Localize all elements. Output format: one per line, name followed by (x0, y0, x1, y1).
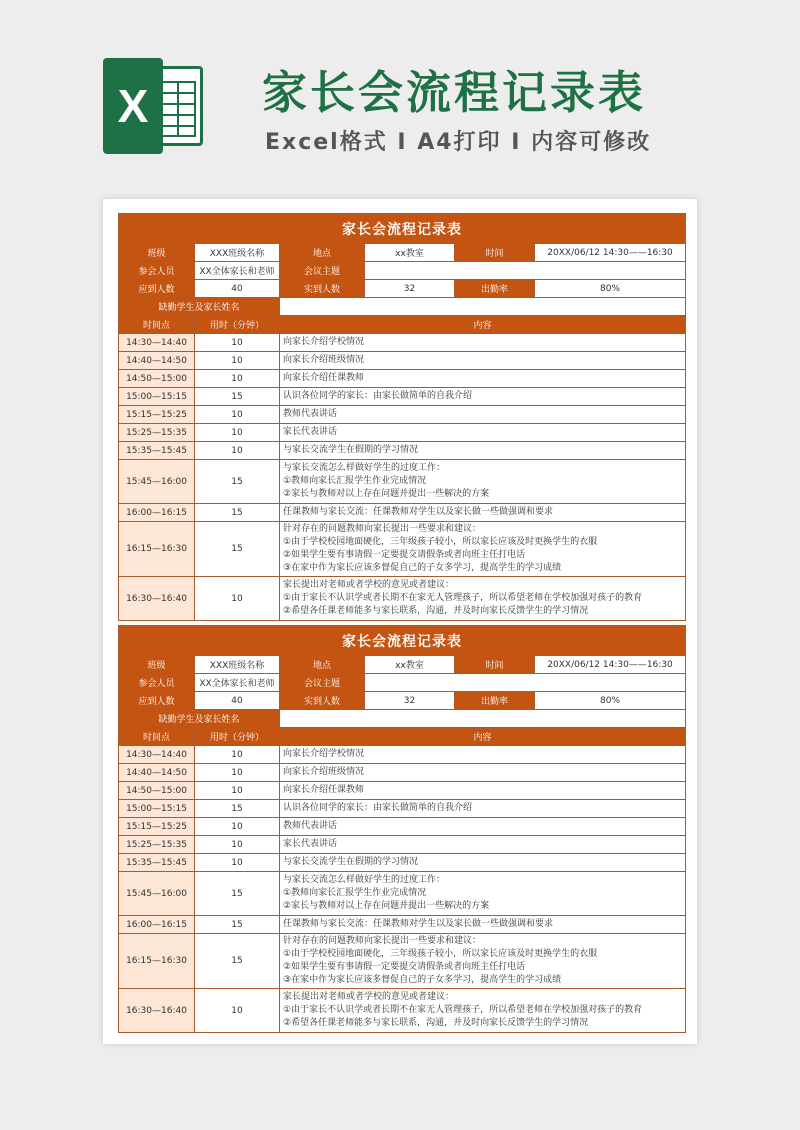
row-content[interactable] (280, 818, 686, 836)
content-line: 向家长介绍学校情况 (283, 749, 365, 759)
rate-label: 出勤率 (455, 280, 535, 298)
row-content[interactable] (280, 800, 686, 818)
row-time[interactable]: 16:30—16:40 (119, 989, 195, 1033)
row-duration[interactable]: 10 (195, 406, 280, 424)
content-line: 教师代表讲话 (283, 821, 338, 831)
class-label: 班级 (119, 656, 195, 674)
row-time[interactable]: 14:30—14:40 (119, 334, 195, 352)
content-line: ①由于家长不认识学或者长期不在家无人管理孩子，所以希望老师在学校加强对孩子的教育 (283, 593, 643, 603)
row-content[interactable] (280, 334, 686, 352)
row-duration[interactable]: 10 (195, 746, 280, 764)
place-label: 地点 (280, 244, 365, 262)
attendees-label: 参会人员 (119, 262, 195, 280)
row-time[interactable]: 15:45—16:00 (119, 460, 195, 504)
attendees-label: 参会人员 (119, 674, 195, 692)
class-label: 班级 (119, 244, 195, 262)
row-duration[interactable]: 15 (195, 460, 280, 504)
table-row (119, 872, 686, 916)
row-time[interactable]: 16:00—16:15 (119, 504, 195, 522)
row-content[interactable] (280, 916, 686, 934)
content-line: 向家长介绍班级情况 (283, 355, 365, 365)
row-content[interactable] (280, 782, 686, 800)
row-content[interactable] (280, 388, 686, 406)
time-label: 时间 (455, 656, 535, 674)
content-line: 针对存在的问题教师向家长提出一些要求和建议： (283, 524, 482, 534)
content-line: 向家长介绍学校情况 (283, 337, 365, 347)
row-duration[interactable]: 15 (195, 934, 280, 989)
table-row (119, 854, 686, 872)
row-duration[interactable]: 15 (195, 872, 280, 916)
absent-value[interactable] (280, 710, 686, 728)
row-duration[interactable]: 10 (195, 442, 280, 460)
row-time[interactable]: 14:40—14:50 (119, 764, 195, 782)
row-duration[interactable]: 10 (195, 352, 280, 370)
absent-label: 缺勤学生及家长姓名 (119, 710, 280, 728)
content-line: 认识各位同学的家长：由家长做简单的自我介绍 (283, 391, 473, 401)
col-header-duration: 用时（分钟） (195, 316, 280, 334)
row-duration[interactable]: 10 (195, 836, 280, 854)
expected-value[interactable]: 40 (195, 692, 280, 710)
row-time[interactable]: 15:00—15:15 (119, 800, 195, 818)
row-time[interactable]: 15:00—15:15 (119, 388, 195, 406)
row-duration[interactable]: 10 (195, 854, 280, 872)
rate-value[interactable]: 80% (535, 280, 686, 298)
row-content[interactable] (280, 424, 686, 442)
row-content[interactable] (280, 522, 686, 577)
row-time[interactable]: 15:25—15:35 (119, 836, 195, 854)
row-time[interactable]: 16:15—16:30 (119, 934, 195, 989)
row-time[interactable]: 14:50—15:00 (119, 782, 195, 800)
content-line: 与家长交流怎么样做好学生的过度工作： (283, 463, 446, 473)
table-title: 家长会流程记录表 (119, 214, 686, 244)
row-time[interactable]: 15:15—15:25 (119, 406, 195, 424)
content-line: 家长提出对老师或者学校的意见或者建议： (283, 992, 455, 1002)
flow-table (118, 625, 686, 1033)
expected-label: 应到人数 (119, 280, 195, 298)
topic-value[interactable] (365, 674, 686, 692)
place-value[interactable]: xx教室 (365, 244, 455, 262)
content-line: 与家长交流怎么样做好学生的过度工作： (283, 875, 446, 885)
attendees-value[interactable]: XX全体家长和老师 (195, 674, 280, 692)
table-row (119, 388, 686, 406)
class-value[interactable]: XXX班级名称 (195, 656, 280, 674)
row-content[interactable] (280, 872, 686, 916)
row-time[interactable]: 14:50—15:00 (119, 370, 195, 388)
table-row (119, 334, 686, 352)
row-time[interactable]: 15:35—15:45 (119, 854, 195, 872)
rate-value[interactable]: 80% (535, 692, 686, 710)
page-title: 家长会流程记录表 (262, 66, 647, 119)
table-title: 家长会流程记录表 (119, 626, 686, 656)
content-line: 家长代表讲话 (283, 839, 338, 849)
content-line: 教师代表讲话 (283, 409, 338, 419)
content-line: ①教师向家长汇报学生作业完成情况 (283, 476, 427, 486)
col-header-time: 时间点 (119, 316, 195, 334)
table-row (119, 577, 686, 621)
place-label: 地点 (280, 656, 365, 674)
row-content[interactable] (280, 746, 686, 764)
row-duration[interactable]: 10 (195, 334, 280, 352)
table-row (119, 989, 686, 1033)
attendees-value[interactable]: XX全体家长和老师 (195, 262, 280, 280)
page-header (0, 0, 800, 190)
col-header-duration: 用时（分钟） (195, 728, 280, 746)
table-row (119, 836, 686, 854)
row-duration[interactable]: 10 (195, 989, 280, 1033)
topic-label: 会议主题 (280, 262, 365, 280)
row-content[interactable] (280, 406, 686, 424)
content-line: 向家长介绍班级情况 (283, 767, 365, 777)
content-line: 认识各位同学的家长：由家长做简单的自我介绍 (283, 803, 473, 813)
row-duration[interactable]: 10 (195, 782, 280, 800)
content-line: ①由于家长不认识学或者长期不在家无人管理孩子，所以希望老师在学校加强对孩子的教育 (283, 1005, 643, 1015)
excel-logo-icon (103, 58, 205, 154)
row-duration[interactable]: 15 (195, 800, 280, 818)
col-header-time: 时间点 (119, 728, 195, 746)
table-row (119, 406, 686, 424)
absent-value[interactable] (280, 298, 686, 316)
expected-value[interactable]: 40 (195, 280, 280, 298)
table-row (119, 370, 686, 388)
row-duration[interactable]: 10 (195, 764, 280, 782)
row-duration[interactable]: 15 (195, 388, 280, 406)
row-time[interactable]: 16:00—16:15 (119, 916, 195, 934)
actual-value[interactable]: 32 (365, 280, 455, 298)
page-subtitle: Excel格式 I A4打印 I 内容可修改 (265, 130, 652, 155)
table-row (119, 934, 686, 989)
content-line: 与家长交流学生在假期的学习情况 (283, 857, 419, 867)
content-line: ②如果学生要有事请假一定要提交请假条或者向班主任打电话 (283, 962, 526, 972)
absent-label: 缺勤学生及家长姓名 (119, 298, 280, 316)
record-table-2 (118, 625, 685, 1033)
row-content[interactable] (280, 352, 686, 370)
table-row (119, 916, 686, 934)
content-line: 与家长交流学生在假期的学习情况 (283, 445, 419, 455)
content-line: ②如果学生要有事请假一定要提交请假条或者向班主任打电话 (283, 550, 526, 560)
rate-label: 出勤率 (455, 692, 535, 710)
excel-logo-letter: X (103, 58, 163, 154)
topic-label: 会议主题 (280, 674, 365, 692)
content-line: ③在家中作为家长应该多督促自己的子女多学习，提高学生的学习成绩 (283, 975, 562, 985)
row-content[interactable] (280, 934, 686, 989)
col-header-content: 内容 (280, 316, 686, 334)
actual-label: 实到人数 (280, 692, 365, 710)
row-content[interactable] (280, 989, 686, 1033)
table-row (119, 782, 686, 800)
content-line: ②希望各任课老师能多与家长联系，沟通，并及时向家长反馈学生的学习情况 (283, 1018, 589, 1028)
row-time[interactable]: 14:40—14:50 (119, 352, 195, 370)
content-line: 家长代表讲话 (283, 427, 338, 437)
place-value[interactable]: xx教室 (365, 656, 455, 674)
table-row (119, 818, 686, 836)
content-line: 向家长介绍任课教师 (283, 785, 365, 795)
row-content[interactable] (280, 370, 686, 388)
content-line: ①由于学校校园地面硬化，三年级孩子较小，所以家长应该及时更换学生的衣服 (283, 949, 598, 959)
row-time[interactable]: 15:25—15:35 (119, 424, 195, 442)
time-label: 时间 (455, 244, 535, 262)
content-line: ②希望各任课老师能多与家长联系，沟通，并及时向家长反馈学生的学习情况 (283, 606, 589, 616)
row-time[interactable]: 14:30—14:40 (119, 746, 195, 764)
content-line: ②家长与教师对以上存在问题并提出一些解决的方案 (283, 901, 490, 911)
col-header-content: 内容 (280, 728, 686, 746)
topic-value[interactable] (365, 262, 686, 280)
row-time[interactable]: 16:15—16:30 (119, 522, 195, 577)
content-line: 家长提出对老师或者学校的意见或者建议： (283, 580, 455, 590)
row-content[interactable] (280, 442, 686, 460)
table-row (119, 522, 686, 577)
time-value[interactable]: 20XX/06/12 14:30——16:30 (535, 656, 686, 674)
actual-label: 实到人数 (280, 280, 365, 298)
row-duration[interactable]: 10 (195, 370, 280, 388)
content-line: 任课教师与家长交流：任课教师对学生以及家长做一些做强调和要求 (283, 507, 554, 517)
content-line: 针对存在的问题教师向家长提出一些要求和建议： (283, 936, 482, 946)
content-line: ①教师向家长汇报学生作业完成情况 (283, 888, 427, 898)
row-time[interactable]: 15:35—15:45 (119, 442, 195, 460)
row-content[interactable] (280, 577, 686, 621)
row-duration[interactable]: 15 (195, 504, 280, 522)
row-content[interactable] (280, 504, 686, 522)
table-row (119, 764, 686, 782)
content-line: ①由于学校校园地面硬化，三年级孩子较小，所以家长应该及时更换学生的衣服 (283, 537, 598, 547)
content-line: ②家长与教师对以上存在问题并提出一些解决的方案 (283, 489, 490, 499)
row-content[interactable] (280, 836, 686, 854)
table-row (119, 424, 686, 442)
expected-label: 应到人数 (119, 692, 195, 710)
row-content[interactable] (280, 460, 686, 504)
table-row (119, 442, 686, 460)
table-row (119, 352, 686, 370)
row-duration[interactable]: 15 (195, 916, 280, 934)
row-duration[interactable]: 10 (195, 424, 280, 442)
table-row (119, 746, 686, 764)
table-row (119, 800, 686, 818)
content-line: 任课教师与家长交流：任课教师对学生以及家长做一些做强调和要求 (283, 919, 554, 929)
row-content[interactable] (280, 854, 686, 872)
table-row (119, 460, 686, 504)
record-table-1 (118, 213, 685, 621)
actual-value[interactable]: 32 (365, 692, 455, 710)
time-value[interactable]: 20XX/06/12 14:30——16:30 (535, 244, 686, 262)
row-time[interactable]: 15:15—15:25 (119, 818, 195, 836)
class-value[interactable]: XXX班级名称 (195, 244, 280, 262)
table-row (119, 504, 686, 522)
row-time[interactable]: 16:30—16:40 (119, 577, 195, 621)
row-time[interactable]: 15:45—16:00 (119, 872, 195, 916)
row-duration[interactable]: 15 (195, 522, 280, 577)
flow-table (118, 213, 686, 621)
row-content[interactable] (280, 764, 686, 782)
row-duration[interactable]: 10 (195, 577, 280, 621)
content-line: ③在家中作为家长应该多督促自己的子女多学习，提高学生的学习成绩 (283, 563, 562, 573)
content-line: 向家长介绍任课教师 (283, 373, 365, 383)
row-duration[interactable]: 10 (195, 818, 280, 836)
